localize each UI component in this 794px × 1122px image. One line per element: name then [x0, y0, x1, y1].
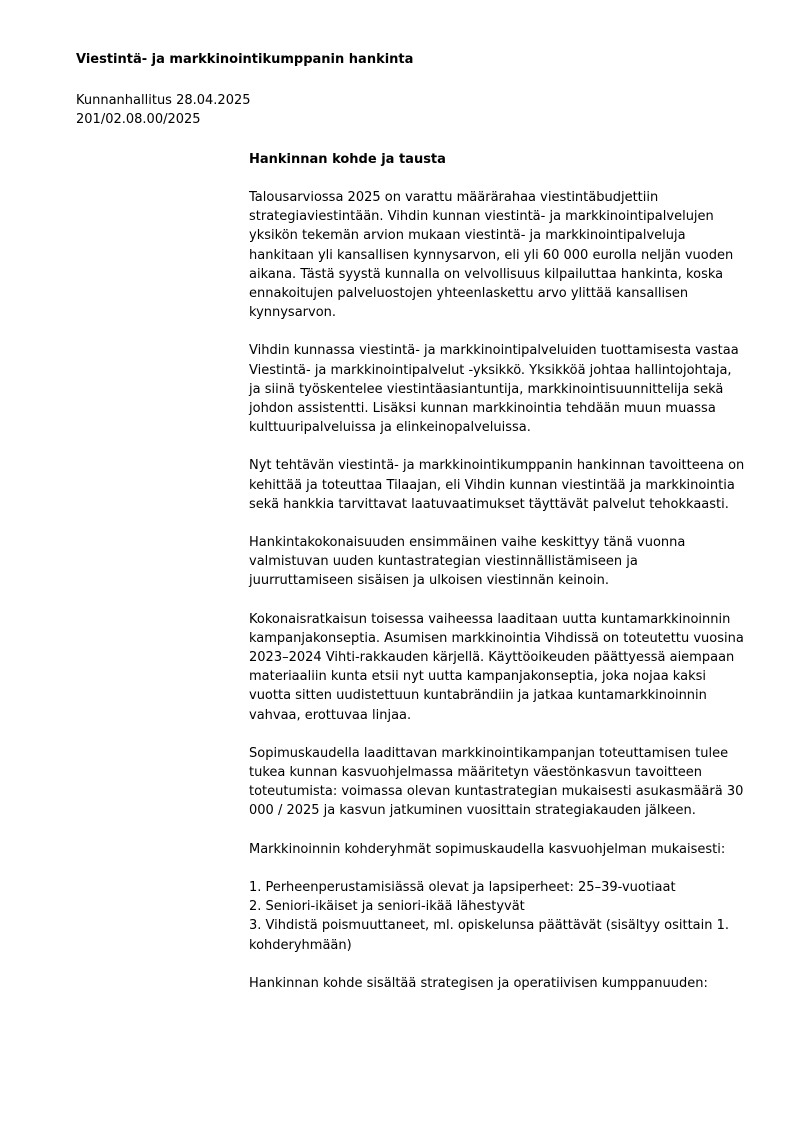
closing-paragraph: Hankinnan kohde sisältää strategisen ja operatiivisen kumppanuuden: — [249, 975, 708, 991]
section-heading: Hankinnan kohde ja tausta — [249, 152, 446, 167]
record-number: 201/02.08.00/2025 — [76, 112, 201, 127]
document-meta — [76, 91, 251, 129]
paragraph: Sopimuskaudella laadittavan markkinointikampanjan toteuttamisen tulee tukea kunnan kasvuohjelmassa määritetyn väestönkasvun tavoitteen toteutumista: voimassa olevan kuntastrategian mukaisesti asukasmäärä 30 000 / 2025 ja kasvun jatkuminen vuosittain strategiakauden jälkeen. — [249, 745, 744, 819]
paragraph: Kokonaisratkaisun toisessa vaiheessa laaditaan uutta kuntamarkkinoinnin kampanjakonseptia. Asumisen markkinointia Vihdissä on toteutettu vuosina 2023–2024 Vihti-rakkauden kärjellä. Käyttöoikeuden päättyessä aiempaan materiaaliin kunta etsii nyt uutta kampanjakonseptia, joka nojaa kaksi vuotta sitten uudistettuun kuntabrändiin ja jatkaa kuntamarkkinoinnin vahvaa, erottuvaa linjaa. — [249, 611, 744, 723]
paragraph: Hankintakokonaisuuden ensimmäinen vaihe keskittyy tänä vuonna valmistuvan uuden kuntastrategian viestinnällistämiseen ja juurruttamiseen sisäisen ja ulkoisen viestinnän keinoin. — [249, 535, 686, 589]
document-title: Viestintä- ja markkinointikumppanin hankinta — [76, 52, 414, 67]
list-item: 3. Vihdistä poismuuttaneet, ml. opiskelunsa päättävät (sisältyy osittain 1. kohderyhmään) — [249, 918, 730, 953]
list-item: 2. Seniori-ikäiset ja seniori-ikää lähestyvät — [249, 899, 525, 915]
paragraph: Markkinoinnin kohderyhmät sopimuskaudella kasvuohjelman mukaisesti: — [249, 841, 726, 857]
paragraph: Vihdin kunnassa viestintä- ja markkinointipalveluiden tuottamisesta vastaa Viestintä- ja markkinointipalvelut -yksikkö. Yksikköä johtaa hallintojohtaja, ja siinä työskentelee viestintäasiantuntija, markkinointisuunnittelija sekä johdon assistentti. Lisäksi kunnan markkinointia tehdään muun muassa kulttuuripalveluissa ja elinkeinopalveluissa. — [249, 343, 739, 436]
paragraph: Nyt tehtävän viestintä- ja markkinointikumppanin hankinnan tavoitteena on kehittää ja toteuttaa Tilaajan, eli Vihdin kunnan viestintää ja markkinointia sekä hankkia tarvittavat laatuvaatimukset täyttävät palvelut tehokkaasti. — [249, 458, 745, 512]
list-item: 1. Perheenperustamisiässä olevat ja lapsiperheet: 25–39-vuotiaat — [249, 879, 676, 895]
document-body — [249, 150, 745, 1012]
paragraph: Talousarviossa 2025 on varattu määrärahaa viestintäbudjettiin strategiaviestintään. Vihdin kunnan viestintä- ja markkinointipalvelujen yksikön tekemän arvion mukaan viestintä- ja markkinointipalveluja hankitaan yli kansallisen kynnysarvon, eli yli 60 000 eurolla neljän vuoden aikana. Tästä syystä kunnalla on velvollisuus kilpailuttaa hankinta, koska ennakoitujen palveluostojen yhteenlaskettu arvo ylittää kansallisen kynnysarvon. — [249, 190, 734, 321]
target-group-list — [249, 878, 745, 955]
meeting-date: Kunnanhallitus 28.04.2025 — [76, 93, 251, 108]
